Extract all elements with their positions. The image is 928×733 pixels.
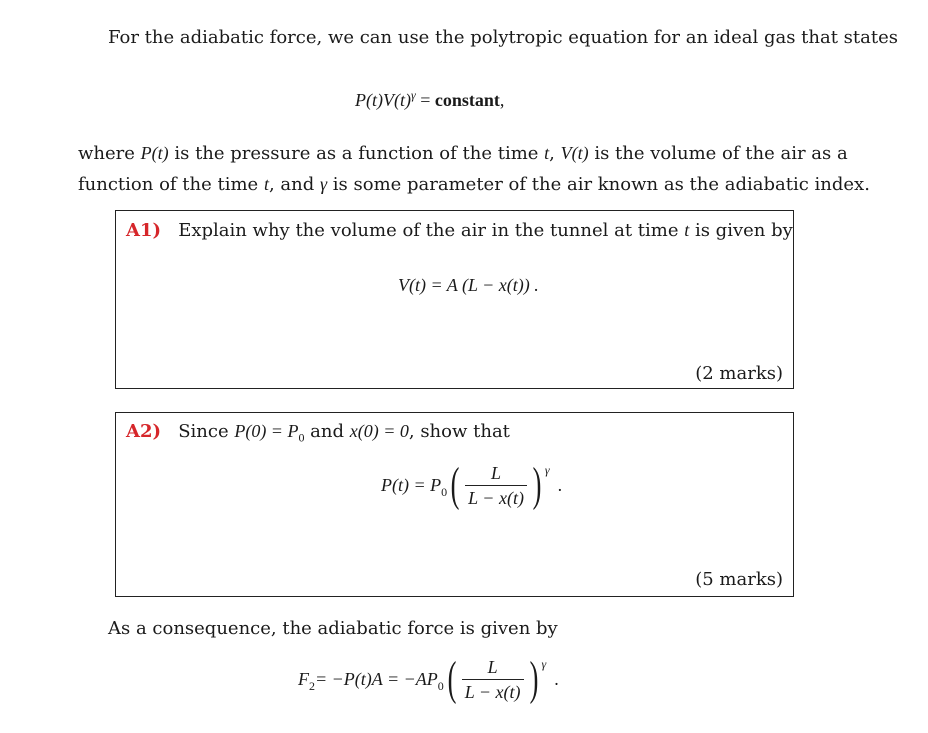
a2-marks: (5 marks): [695, 569, 783, 590]
force-equation: [298, 652, 559, 705]
text: , show that: [408, 421, 510, 442]
a1-marks: (2 marks): [695, 363, 783, 384]
math-p: P(t): [140, 143, 169, 163]
eq-lhs: F: [298, 668, 309, 689]
fraction: [465, 463, 527, 508]
math-v: V(t): [560, 143, 589, 163]
left-paren: (: [447, 652, 457, 705]
eq-exp: γ: [410, 88, 416, 102]
eq-lhs: P(t) = P: [381, 474, 442, 495]
math-gamma: γ: [319, 174, 328, 194]
eq-rhs: constant: [434, 90, 500, 110]
text: is the volume of the air as a: [588, 143, 848, 164]
numerator: L: [487, 656, 498, 677]
math-t: t: [684, 220, 690, 240]
eq-lhs: P(t)V(t): [355, 90, 411, 110]
eq-trail: ,: [499, 90, 505, 110]
a2-label: A2): [126, 421, 162, 442]
question-box-a1: [115, 210, 794, 389]
text: function of the time: [78, 174, 264, 195]
text: Since: [178, 421, 235, 442]
numerator: L: [491, 462, 502, 483]
math-x0: x(0) = 0: [349, 421, 409, 441]
a2-prompt: [126, 420, 510, 449]
a1-equation: V(t) = A (L − x(t)) .: [398, 275, 539, 295]
fraction: [462, 657, 524, 702]
a1-prompt: [126, 219, 793, 242]
text: and: [304, 421, 350, 442]
where-line-1: [78, 142, 848, 165]
a1-label: A1): [126, 220, 162, 241]
polytropic-equation: [355, 84, 504, 111]
left-paren: (: [450, 458, 460, 511]
denominator: L − x(t): [462, 679, 524, 702]
intro-text: For the adiabatic force, we can use the polytropic equation for an ideal gas that states: [108, 27, 898, 48]
eq-mid-sub: 0: [437, 678, 444, 693]
where-line-2: [78, 173, 870, 196]
math-t: t: [263, 174, 269, 194]
eq-trail: .: [557, 474, 563, 495]
eq-exp: γ: [541, 657, 547, 671]
text: is the pressure as a function of the time: [168, 143, 545, 164]
text: ,: [549, 143, 561, 164]
math-p0: P(0) = P: [234, 421, 299, 441]
intro-line: [108, 27, 898, 49]
eq-mid: = −P(t)A = −AP: [315, 668, 438, 689]
text: where: [78, 143, 141, 164]
eq-sub: 0: [441, 484, 448, 499]
math-t: t: [544, 143, 550, 163]
right-paren: ): [529, 652, 538, 705]
consequence-text: As a consequence, the adiabatic force is given by: [108, 618, 558, 639]
eq-exp: γ: [544, 463, 550, 477]
eq-trail: .: [554, 668, 559, 689]
text: is given by: [689, 220, 793, 241]
right-paren: ): [532, 458, 542, 511]
eq-lhs-sub: 2: [309, 678, 315, 693]
text: is some parameter of the air known as the adiabatic index.: [327, 174, 870, 195]
question-box-a2: [115, 412, 794, 597]
text: , and: [268, 174, 320, 195]
text: Explain why the volume of the air in the tunnel at time: [178, 220, 685, 241]
math-sub: 0: [298, 430, 305, 445]
eq-sign: =: [415, 90, 435, 110]
denominator: L − x(t): [465, 485, 527, 508]
a2-equation: [381, 458, 563, 511]
